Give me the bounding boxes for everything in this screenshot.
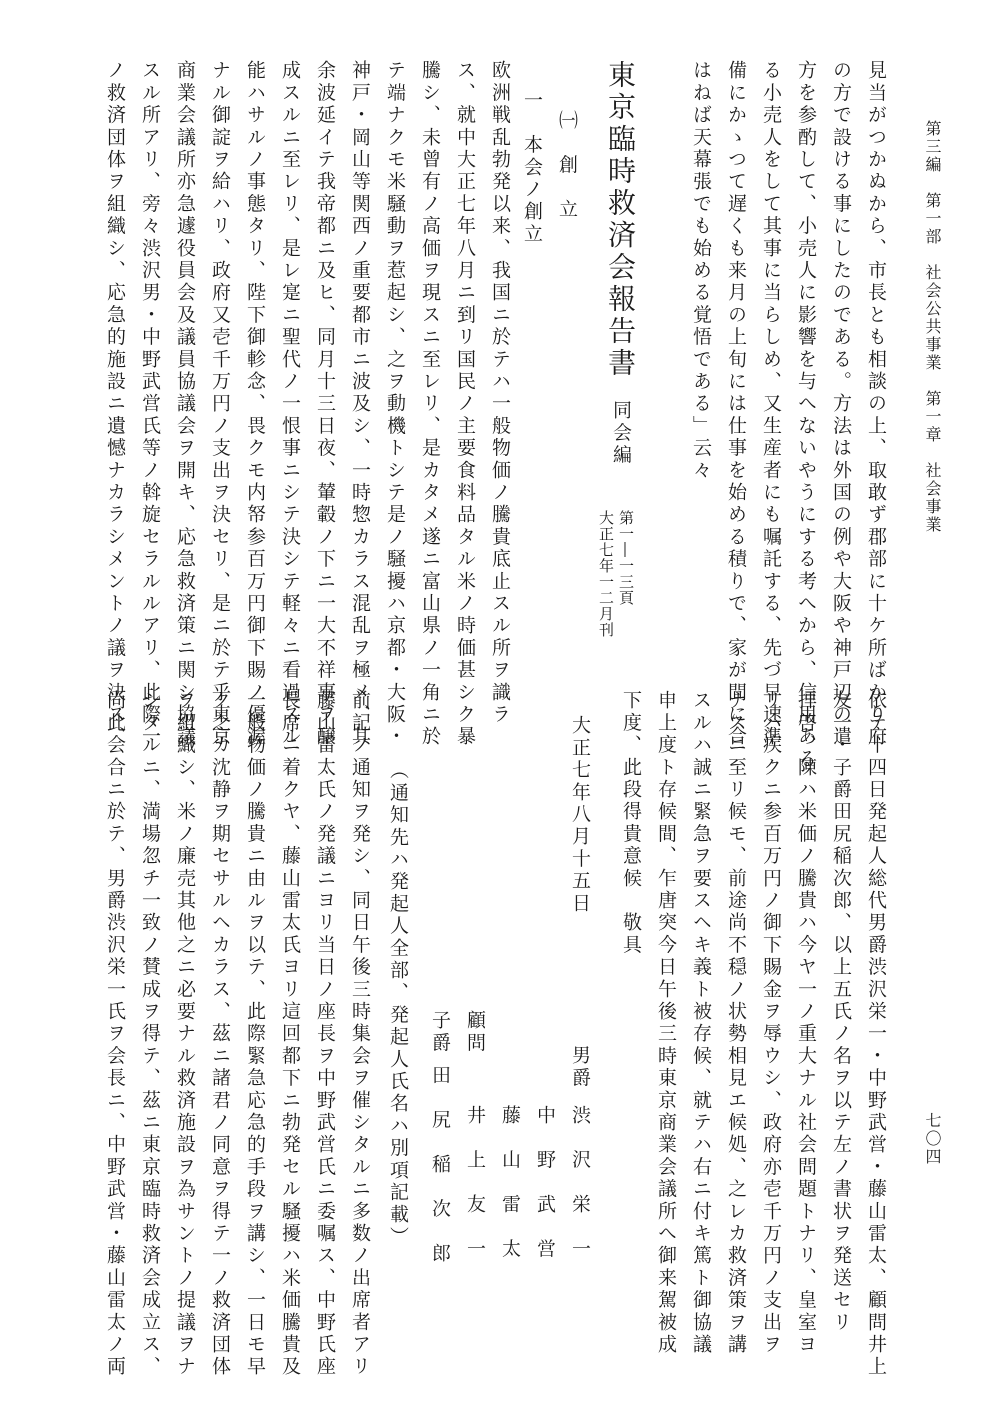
section-heading: ㈠ 創 立 — [556, 110, 578, 221]
body-line: 商業会議所亦急遽役員会及議員協議会ヲ開キ、応急救済策ニ関シ協議 — [174, 60, 196, 749]
body-line: 藤山雷太氏ノ発議ニヨリ当日ノ座長ヲ中野武営氏ニ委嘱ス、中野氏座 — [314, 690, 336, 1379]
report-editor: 同会編 — [610, 400, 632, 467]
body-line: 余波延イテ我帝都ニ及ヒ、同月十三日夜、輦轂ノ下ニ一大不祥事ヲ醸 — [314, 60, 336, 749]
signatory-name: 中 野 武 営 — [534, 1105, 556, 1261]
body-line: ヲ組織シ、米ノ廉売其他之ニ必要ナル救済施設ヲ為サントノ提議ヲナ — [174, 690, 196, 1379]
body-line: シタルニ、満場忽チ一致ノ賛成ヲ得テ、茲ニ東京臨時救済会成立ス、 — [139, 690, 161, 1379]
letter-line: リハ疾クニ参百万円ノ御下賜金ヲ辱ウシ、政府亦壱千万円ノ支出ヲ — [760, 690, 782, 1356]
body-line: ス、就中大正七年八月ニ到リ国民ノ主要食料品タル米ノ時価甚シク暴 — [454, 60, 476, 749]
continuation-line: 備にかゝつて遅くも来月の上旬には仕事を始める積りで、家が間に合 — [725, 60, 747, 749]
body-line: ナル御諚ヲ給ハリ、政府又壱千万円ノ支出ヲ決セリ、是ニ於テ乎東京 — [209, 60, 231, 749]
body-line: ク之カ沈静ヲ期セサルヘカラス、茲ニ諸君ノ同意ヲ得テ一ノ救済団体 — [209, 690, 231, 1379]
body-line: 能ハサルノ事態タリ、陛下御軫念、畏クモ内帑参百万円御下賜ノ優渥 — [244, 60, 266, 749]
page-number: 七〇四 — [923, 1112, 942, 1166]
continuation-line: 見当がつかぬから、市長とも相談の上、取敢ず郡部に十ケ所ばかり府 — [865, 60, 887, 749]
signatory-title: 男爵 — [569, 1045, 591, 1090]
running-head: 第三編 第一部 社会公共事業 第一章 社会事業 — [923, 120, 942, 534]
report-date: 大正七年一二月刊 — [597, 510, 615, 638]
body-line: 成スルニ至レリ、是レ寔ニ聖代ノ一恨事ニシテ決シテ軽々ニ看過スル — [279, 60, 301, 749]
advisor-title: 子爵 — [429, 1010, 451, 1055]
letter-date: 大正七年八月十五日 — [569, 715, 591, 915]
body-line: スル所アリ、旁々渋沢男・中野武営氏等ノ斡旋セラルルアリ、此際一 — [139, 60, 161, 749]
subsection-heading: 一 本会ノ創立 — [521, 90, 543, 246]
advisor-label: 顧問 — [464, 1010, 486, 1055]
continuation-line: の方で設ける事にしたのである。方法は外国の例や大阪や神戸辺の遣 — [830, 60, 852, 749]
advisor-name: 田 尻 稲 次 郎 — [429, 1065, 451, 1265]
letter-line: スルハ誠ニ緊急ヲ要スヘキ義ト被存候、就テハ右ニ付キ篤ト御協議 — [690, 690, 712, 1356]
body-line: 長席ニ着クヤ、藤山雷太氏ヨリ這回都下ニ勃発セル騒擾ハ米価騰貴及 — [279, 690, 301, 1379]
continuation-line: 方を参酌して、小売人に影響を与へないやうにする考へから、信用ある — [795, 60, 817, 771]
body-line: 一般物価ノ騰貴ニ由ルヲ以テ、此際緊急応急的手段ヲ講シ、一日モ早 — [244, 690, 266, 1379]
signatory-name: 渋 沢 栄 一 — [569, 1105, 591, 1261]
body-line: 友一・子爵田尻稲次郎、以上五氏ノ名ヲ以テ左ノ書状ヲ発送セリ — [830, 690, 852, 1334]
report-title: 東京臨時救済会報告書 — [604, 60, 637, 380]
body-line: 欧洲戦乱勃発以来、我国ニ於テハ一般物価ノ騰貴底止スル所ヲ識ラ — [489, 60, 511, 726]
body-line: 依テ十四日発起人総代男爵渋沢栄一・中野武営・藤山雷太、顧問井上 — [865, 690, 887, 1379]
body-line: 前記ノ通知ヲ発シ、同日午後三時集会ヲ催シタルニ多数ノ出席者アリ — [349, 690, 371, 1379]
letter-line: 下度、此段得貴意候 敬具 — [620, 690, 642, 957]
continuation-line: る小売人をして其事に当らしめ、又生産者にも嘱託する、先づ早速準 — [760, 60, 782, 749]
recipients-note: （通知先ハ発起人全部、発起人氏名ハ別項記載） — [387, 760, 409, 1249]
signatory-name: 藤 山 雷 太 — [499, 1105, 521, 1261]
letter-line: 拝啓、陳ハ米価ノ騰貴ハ今ヤ一ノ重大ナル社会問題トナリ、皇室ヨ — [795, 690, 817, 1356]
body-line: 神戸・岡山等関西ノ重要都市ニ波及シ、一時惣カラス混乱ヲ極メ、其 — [349, 60, 371, 749]
continuation-line: はねば天幕張でも始める覚悟である」云々 — [690, 60, 712, 482]
body-line: 尚此会合ニ於テ、男爵渋沢栄一氏ヲ会長ニ、中野武営・藤山雷太ノ両 — [104, 690, 126, 1379]
body-line: ノ救済団体ヲ組織シ、応急的施設ニ遺憾ナカラシメントノ議ヲ決ス、 — [104, 60, 126, 749]
letter-line: 申上度ト存候間、乍唐突今日午後三時東京商業会議所へ御来駕被成 — [655, 690, 677, 1356]
advisor-name: 井 上 友 一 — [464, 1105, 486, 1261]
letter-line: ナスニ至リ候モ、前途尚不穏ノ状勢相見エ候処、之レカ救済策ヲ講 — [725, 690, 747, 1356]
body-line: 騰シ、未曾有ノ高価ヲ現スニ至レリ、是カタメ遂ニ富山県ノ一角ニ於 — [419, 60, 441, 749]
report-pages: 第一―一三頁 — [617, 510, 635, 606]
body-line: テ端ナクモ米騒動ヲ惹起シ、之ヲ動機トシテ是ノ騒擾ハ京都・大阪・ — [384, 60, 406, 749]
